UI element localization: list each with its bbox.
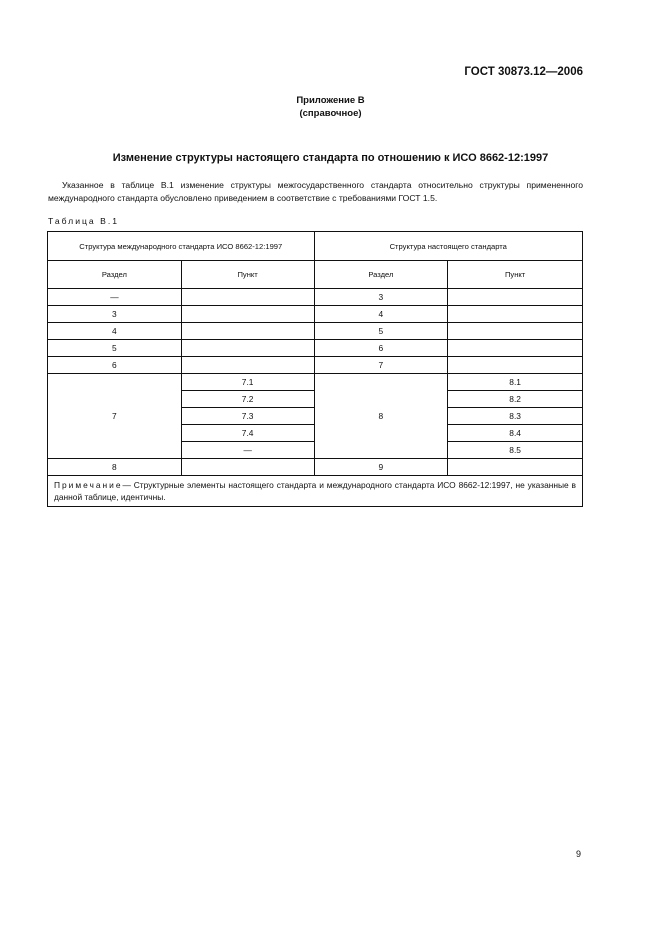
table-cell: 8 bbox=[48, 459, 182, 476]
table-sub-header-row bbox=[48, 261, 583, 289]
table-cell: 6 bbox=[48, 357, 182, 374]
table-note-row bbox=[48, 476, 583, 507]
sub-header-cell: Раздел bbox=[314, 261, 448, 289]
item-cell: 7.1 bbox=[181, 374, 314, 391]
table-cell: 9 bbox=[314, 459, 448, 476]
table-cell bbox=[448, 323, 583, 340]
sub-header-cell: Раздел bbox=[48, 261, 182, 289]
table-row bbox=[48, 374, 583, 391]
table-cell bbox=[448, 340, 583, 357]
structure-table bbox=[47, 231, 583, 507]
intro-paragraph: Указанное в таблице В.1 изменение структуры межгосударственного стандарта относительно структуры примененного международного стандарта обусловлено приведением в соответствие с требованиями ГОСТ 1.5. bbox=[48, 180, 583, 203]
group-header-international: Структура международного стандарта ИСО 8662-12:1997 bbox=[48, 232, 315, 261]
table-cell: 3 bbox=[48, 306, 182, 323]
table-cell: — bbox=[48, 289, 182, 306]
table-cell bbox=[448, 357, 583, 374]
annex-subtitle: (справочное) bbox=[299, 108, 362, 119]
annex-block bbox=[0, 94, 661, 120]
table-row bbox=[48, 289, 583, 306]
item-cell: 7.3 bbox=[181, 408, 314, 425]
table-cell bbox=[181, 289, 314, 306]
table-cell bbox=[181, 323, 314, 340]
table-row bbox=[48, 340, 583, 357]
item-cell: 8.2 bbox=[448, 391, 583, 408]
table-cell bbox=[181, 357, 314, 374]
sub-header-cell: Пункт bbox=[181, 261, 314, 289]
table-cell bbox=[448, 459, 583, 476]
table-cell: 5 bbox=[48, 340, 182, 357]
table-cell bbox=[448, 306, 583, 323]
table-cell bbox=[181, 306, 314, 323]
item-cell: 8.5 bbox=[448, 442, 583, 459]
merged-section-cell: 8 bbox=[314, 374, 448, 459]
item-cell: — bbox=[181, 442, 314, 459]
sub-header-cell: Пункт bbox=[448, 261, 583, 289]
table-cell: 5 bbox=[314, 323, 448, 340]
item-cell: 7.2 bbox=[181, 391, 314, 408]
item-cell: 8.4 bbox=[448, 425, 583, 442]
item-cell: 7.4 bbox=[181, 425, 314, 442]
table-note bbox=[48, 476, 583, 507]
table-group-header-row bbox=[48, 232, 583, 261]
table-cell bbox=[181, 459, 314, 476]
note-text: — Структурные элементы настоящего стандарта и международного стандарта ИСО 8662-12:1997, не указанные в данной таблице, идентичны. bbox=[54, 480, 576, 502]
table-cell: 4 bbox=[314, 306, 448, 323]
item-cell: 8.1 bbox=[448, 374, 583, 391]
table-row bbox=[48, 323, 583, 340]
table-cell bbox=[448, 289, 583, 306]
table-row bbox=[48, 459, 583, 476]
annex-title: Приложение В bbox=[296, 95, 365, 106]
standard-code: ГОСТ 30873.12—2006 bbox=[464, 66, 583, 78]
table-cell: 6 bbox=[314, 340, 448, 357]
table-cell: 7 bbox=[314, 357, 448, 374]
table-row bbox=[48, 306, 583, 323]
note-label: Примечание bbox=[54, 480, 123, 490]
section-heading: Изменение структуры настоящего стандарта по отношению к ИСО 8662-12:1997 bbox=[112, 152, 549, 164]
table-cell bbox=[181, 340, 314, 357]
table-cell: 4 bbox=[48, 323, 182, 340]
table-caption: Таблица В.1 bbox=[48, 216, 119, 226]
item-cell: 8.3 bbox=[448, 408, 583, 425]
page-number: 9 bbox=[576, 849, 582, 859]
table-row bbox=[48, 357, 583, 374]
group-header-national: Структура настоящего стандарта bbox=[314, 232, 583, 261]
merged-section-cell: 7 bbox=[48, 374, 182, 459]
table-cell: 3 bbox=[314, 289, 448, 306]
